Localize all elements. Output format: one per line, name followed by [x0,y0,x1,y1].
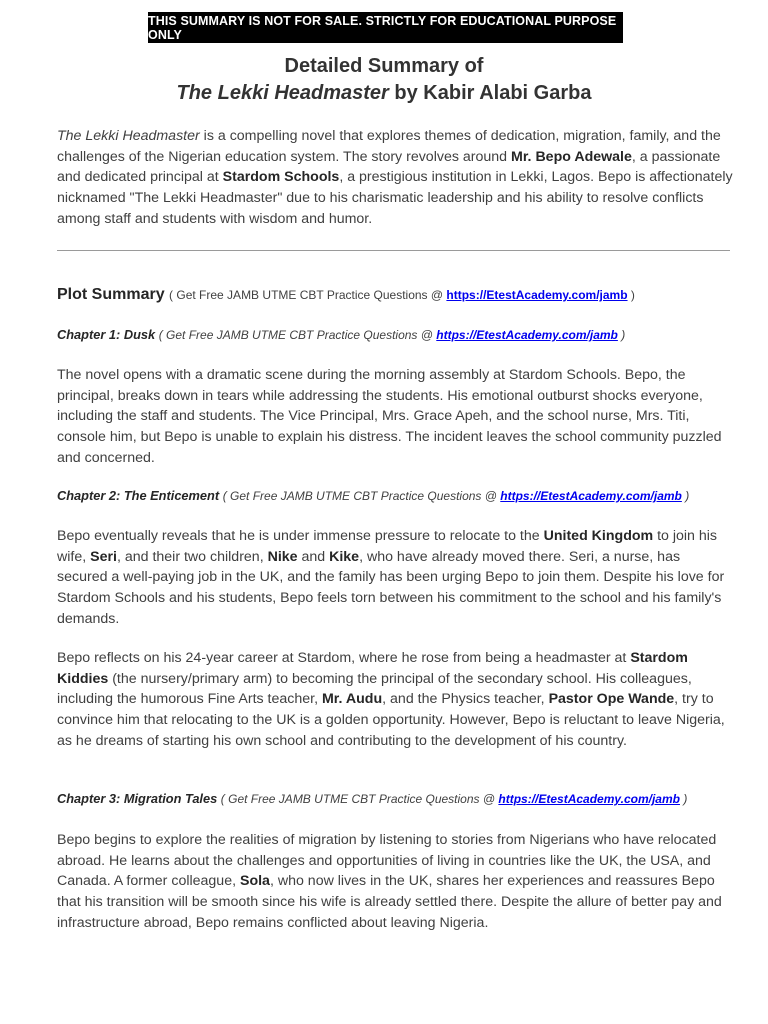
promo-link[interactable]: https://EtestAcademy.com/jamb [436,328,618,342]
chapter-2-paragraph-1: Bepo eventually reveals that he is under immense pressure to relocate to the United Kingdom to join his wife, Seri, and their two children, Nike and Kike, who have already moved there. Seri, a nurse, has secured a well-paying job in the UK, and the family has been urging Bepo to join them. Despite his love for Stardom Schools and his students, Bepo feels torn between his commitment to the school and his family's demands. [57,528,725,627]
document-title: Detailed Summary of [284,55,484,77]
plot-summary-heading: Plot Summary ( Get Free JAMB UTME CBT Practice Questions @ https://EtestAcademy.com/jamb ) [57,286,635,303]
promo-note: ( Get Free JAMB UTME CBT Practice Questions @ https://EtestAcademy.com/jamb ) [158,328,626,342]
chapter-2-paragraph-2: Bepo reflects on his 24-year career at Stardom, where he rose from being a headmaster at Stardom Kiddies (the nursery/primary arm) to becoming the principal of the secondary school. His colleagues, including the humorous Fine Arts teacher, Mr. Audu, and the Physics teacher, Pastor Ope Wande, try to convince him that relocating to the UK is a golden opportunity. However, Bepo is reluctant to leave Nigeria, as he dreams of starting his own school and contributing to the development of his country. [57,650,725,749]
promo-link[interactable]: https://EtestAcademy.com/jamb [500,489,682,503]
disclaimer-banner: THIS SUMMARY IS NOT FOR SALE. STRICTLY FOR EDUCATIONAL PURPOSE ONLY [148,12,623,43]
book-title: The Lekki Headmaster [176,82,389,104]
chapter-3-paragraph: Bepo begins to explore the realities of migration by listening to stories from Nigerians who have relocated abroad. He learns about the challenges and opportunities of living in countries like the UK, the USA, and Canada. A former colleague, Sola, who now lives in the UK, shares her experiences and reassures Bepo that his transition will be smooth since his wife is already settled there. Despite the allure of better pay and infrastructure abroad, Bepo remains conflicted about leaving Nigeria. [57,832,722,931]
promo-note: ( Get Free JAMB UTME CBT Practice Questions @ https://EtestAcademy.com/jamb ) [220,792,688,806]
promo-note: ( Get Free JAMB UTME CBT Practice Questions @ https://EtestAcademy.com/jamb ) [222,489,690,503]
promo-link[interactable]: https://EtestAcademy.com/jamb [446,288,628,302]
promo-note: ( Get Free JAMB UTME CBT Practice Questions @ https://EtestAcademy.com/jamb ) [169,288,635,302]
document-subtitle [0,82,768,105]
intro-paragraph: The Lekki Headmaster is a compelling novel that explores themes of dedication, migration, family, and the challenges of the Nigerian education system. The story revolves around Mr. Bepo Adewale, a passionate and dedicated principal at Stardom Schools, a prestigious institution in Lekki, Lagos. Bepo is affectionately nicknamed "The Lekki Headmaster" due to his charismatic leadership and his ability to resolve conflicts among staff and students with wisdom and humor. [57,128,733,227]
author-byline: by Kabir Alabi Garba [388,82,592,104]
chapter-1-heading: Chapter 1: Dusk ( Get Free JAMB UTME CBT Practice Questions @ https://EtestAcademy.com/jamb ) [57,327,626,342]
section-divider [57,250,730,251]
chapter-3-heading: Chapter 3: Migration Tales ( Get Free JAMB UTME CBT Practice Questions @ https://EtestAcademy.com/jamb ) [57,791,688,806]
promo-link[interactable]: https://EtestAcademy.com/jamb [498,792,680,806]
chapter-2-heading: Chapter 2: The Enticement ( Get Free JAMB UTME CBT Practice Questions @ https://EtestAcademy.com/jamb ) [57,488,690,503]
chapter-1-paragraph: The novel opens with a dramatic scene during the morning assembly at Stardom Schools. Bepo, the principal, breaks down in tears while addressing the students. His emotional outburst shocks everyone, including the staff and students. The Vice Principal, Mrs. Grace Apeh, and the school nurse, Mrs. Titi, console him, but Bepo is unable to explain his distress. The incident leaves the school community puzzled and concerned. [57,367,722,466]
